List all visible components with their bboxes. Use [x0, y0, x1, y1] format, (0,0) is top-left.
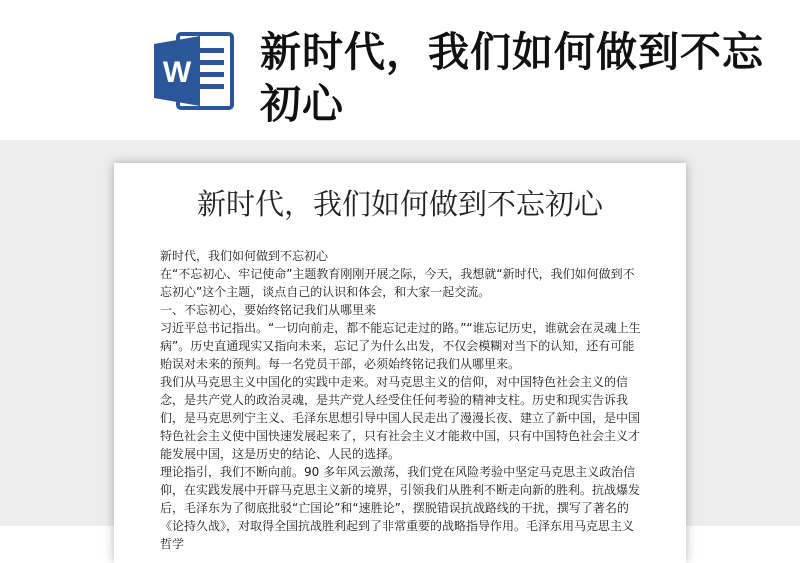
banner-title: 新时代，我们如何做到不忘初心	[260, 28, 764, 128]
paragraph: 习近平总书记指出。“一切向前走，都不能忘记走过的路。”“谁忘记历史，谁就会在灵魂上生病”。历史直通现实又指向未来，忘记了为什么出发，不仅会模糊对当下的认知，还有可能贻误对未来的预判。每一名党员干部，必须始终铭记我们从哪里来。	[160, 321, 641, 371]
document-title: 新时代，我们如何做到不忘初心	[196, 187, 603, 221]
banner	[0, 0, 800, 140]
document-body	[160, 247, 644, 553]
paragraph: 在“不忘初心、牢记使命”主题教育刚刚开展之际，今天，我想就“新时代，我们如何做到不忘初心”这个主题，谈点自己的认识和体会，和大家一起交流。	[160, 267, 635, 299]
word-letter: W	[162, 56, 192, 89]
section-heading: 一、不忘初心，要始终铭记我们从哪里来	[160, 303, 377, 317]
document-page	[114, 163, 686, 563]
word-icon	[152, 30, 234, 112]
paragraph: 新时代，我们如何做到不忘初心	[160, 249, 329, 263]
paragraph: 我们从马克思主义中国化的实践中走来。对马克思主义的信仰，对中国特色社会主义的信念，是共产党人的政治灵魂，是共产党人经受住任何考验的精神支柱。历史和现实告诉我们，是马克思列宁主义、毛泽东思想引导中国人民走出了漫漫长夜、建立了新中国，是中国特色社会主义使中国快速发展起来了，只有社会主义才能救中国，只有中国特色社会主义才能发展中国，这是历史的结论、人民的选择。	[160, 375, 641, 461]
paragraph: 理论指引，我们不断向前。90 多年风云激荡，我们党在风险考验中坚定马克思主义政治信仰，在实践发展中开辟马克思主义新的境界，引领我们从胜利不断走向新的胜利。抗战爆发后，毛泽东为了彻底批驳“亡国论”和“速胜论”，摆脱错误抗战路线的干扰，撰写了著名的《论持久战》，对取得全国抗战胜利起到了非常重要的战略指导作用。毛泽东用马克思主义哲学	[160, 465, 641, 551]
